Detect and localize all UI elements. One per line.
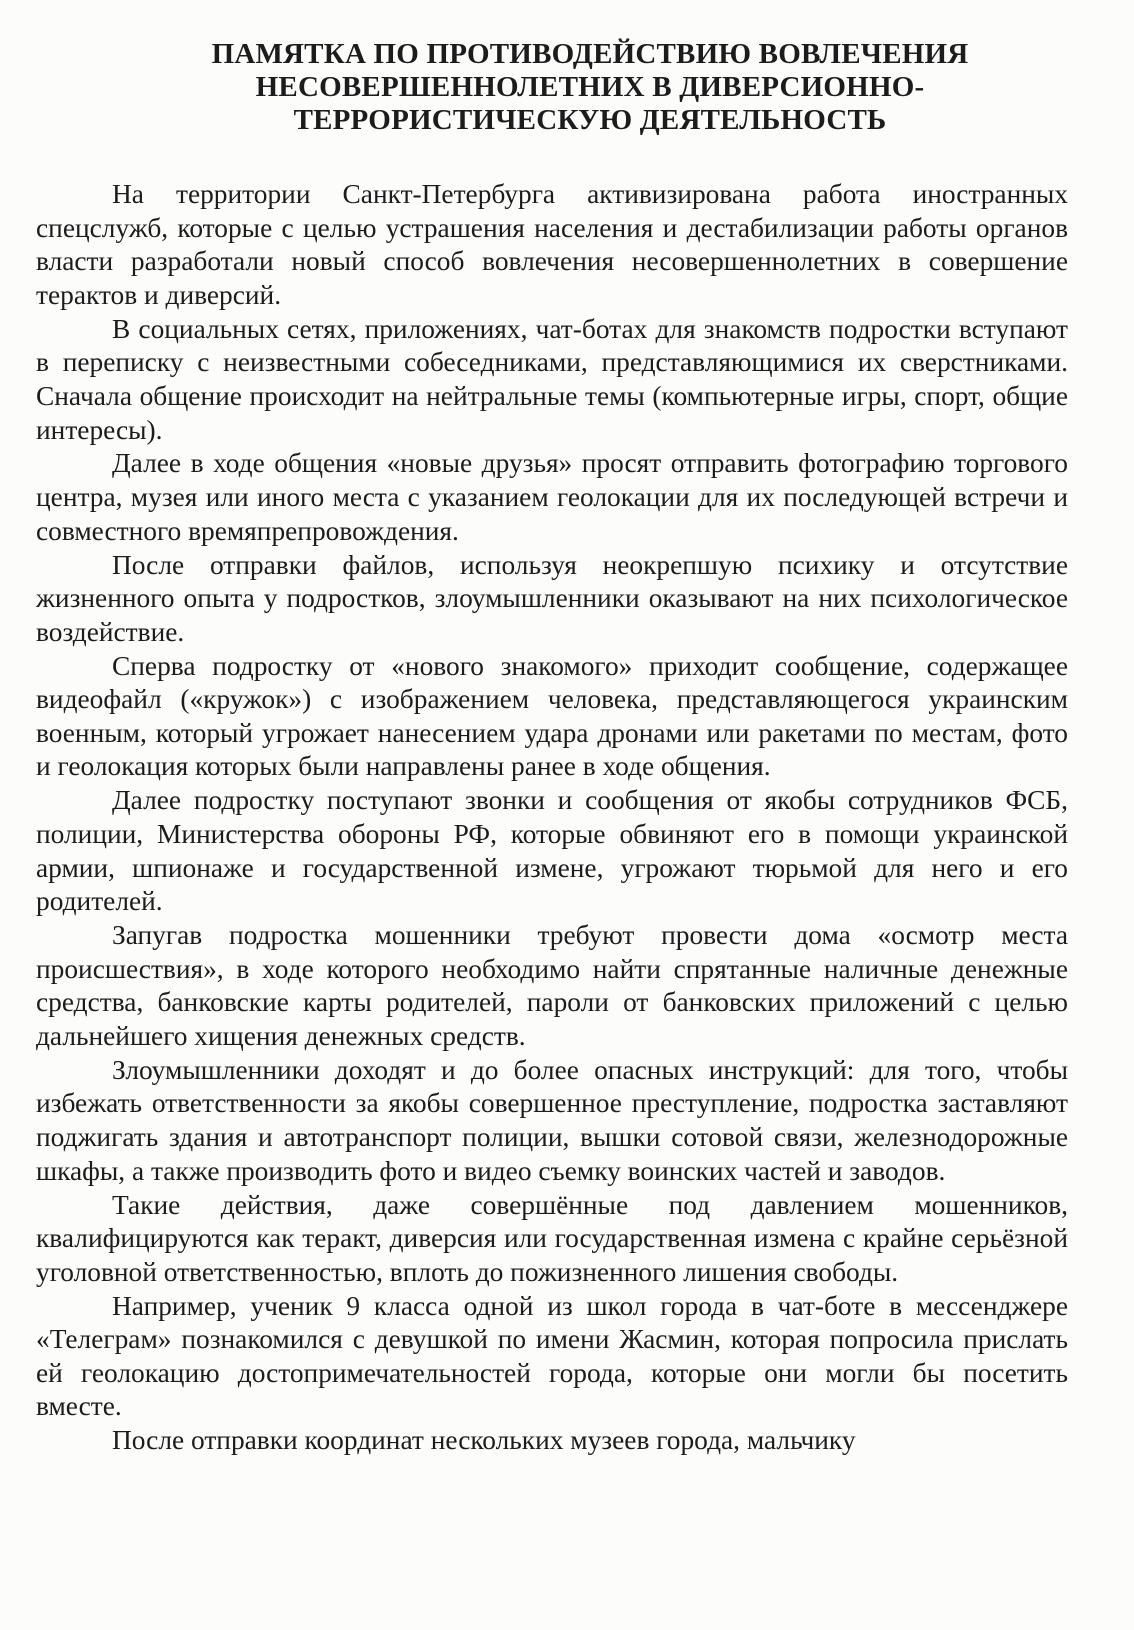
title-line-1: ПАМЯТКА ПО ПРОТИВОДЕЙСТВИЮ ВОВЛЕЧЕНИЯ — [211, 38, 969, 70]
paragraph-6: Далее подростку поступают звонки и сообщения от якобы сотрудников ФСБ, полиции, Министерства обороны РФ, которые обвиняют его в помощи украинской армии, шпионаже и государственной измене, угрожают тюрьмой для него и его родителей. — [36, 785, 1068, 917]
paragraph-7: Запугав подростка мошенники требуют провести дома «осмотр места происшествия», в ходе которого необходимо найти спрятанные наличные денежные средства, банковские карты родителей, пароли от банковских приложений с целью дальнейшего хищения денежных средств. — [36, 920, 1068, 1051]
paragraph-8: Злоумышленники доходят и до более опасных инструкций: для того, чтобы избежать ответственности за якобы совершенное преступление, подростка заставляют поджигать здания и автотранспорт полиции, вышки сотовой связи, железнодорожные шкафы, а также производить фото и видео съемку воинских частей и заводов. — [36, 1054, 1068, 1186]
title-line-3: ТЕРРОРИСТИЧЕСКУЮ ДЕЯТЕЛЬНОСТЬ — [293, 104, 887, 136]
paragraph-10: Например, ученик 9 класса одной из школ города в чат-боте в мессенджере «Телеграм» познакомился с девушкой по имени Жасмин, которая попросила прислать ей геолокацию достопримечательностей города, которые они могли бы посетить вместе. — [36, 1290, 1068, 1422]
paragraph-11: После отправки координат нескольких музеев города, мальчику — [112, 1425, 856, 1456]
paragraph-2: В социальных сетях, приложениях, чат-ботах для знакомств подростки вступают в переписку с неизвестными собеседниками, представляющимися их сверстниками. Сначала общение происходит на нейтральные темы (компьютерные игры, спорт, общие интересы). — [36, 313, 1068, 445]
document-title — [150, 38, 1030, 137]
paragraph-4: После отправки файлов, используя неокрепшую психику и отсутствие жизненного опыта у подростков, злоумышленники оказывают на них психологическое воздействие. — [36, 549, 1068, 647]
document-body — [36, 178, 1068, 1458]
paragraph-5: Сперва подростку от «нового знакомого» приходит сообщение, содержащее видеофайл («кружок») с изображением человека, представляющегося украинским военным, который угрожает нанесением удара дронами или ракетами по местам, фото и геолокация которых были направлены ранее в ходе общения. — [36, 650, 1068, 782]
title-line-2: НЕСОВЕРШЕННОЛЕТНИХ В ДИВЕРСИОННО- — [255, 71, 925, 103]
paragraph-3: Далее в ходе общения «новые друзья» просят отправить фотографию торгового центра, музея или иного места с указанием геолокации для их последующей встречи и совместного времяпрепровождения. — [36, 448, 1068, 546]
paragraph-9: Такие действия, даже совершённые под давлением мошенников, квалифицируются как теракт, диверсия или государственная измена с крайне серьёзной уголовной ответственностью, вплоть до пожизненного лишения свободы. — [36, 1189, 1068, 1287]
paragraph-1: На территории Санкт-Петербурга активизирована работа иностранных спецслужб, которые с целью устрашения населения и дестабилизации работы органов власти разработали новый способ вовлечения несовершеннолетних в совершение терактов и диверсий. — [36, 179, 1068, 310]
